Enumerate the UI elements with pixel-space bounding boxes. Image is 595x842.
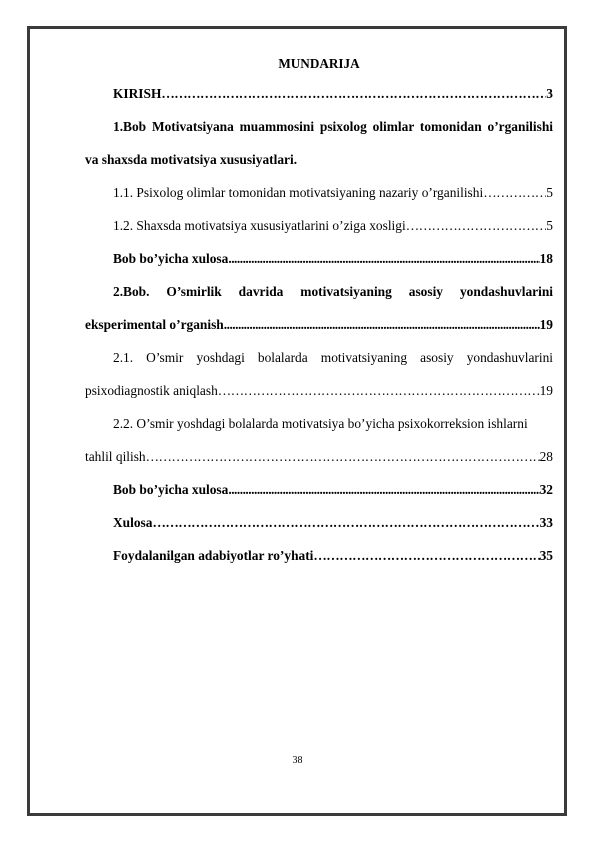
toc-entry-page: 35 bbox=[539, 548, 553, 563]
toc-entry-label-line1: 2.2. O’smir yoshdagi bolalarda motivatsiya bo’yicha psixokorreksion ishlarni bbox=[113, 416, 528, 431]
dot-leader bbox=[483, 184, 546, 202]
dot-leader bbox=[224, 316, 540, 334]
dot-leader bbox=[228, 250, 539, 268]
dot-leader bbox=[152, 514, 539, 532]
toc-title: MUNDARIJA bbox=[278, 56, 360, 71]
toc-entry-label: Bob bo’yicha xulosa bbox=[113, 482, 229, 497]
dot-leader bbox=[146, 448, 540, 466]
toc-entry-page: 5 bbox=[546, 218, 553, 233]
toc-entry-page: 19 bbox=[539, 317, 553, 332]
toc-entry-label: KIRISH bbox=[113, 86, 162, 101]
toc-entry-page: 32 bbox=[539, 482, 553, 497]
toc-entry-label-line2: va shaxsda motivatsiya xususiyatlari. bbox=[85, 152, 298, 167]
toc-entry-page: 33 bbox=[539, 515, 553, 530]
toc-entry-label-line2: eksperimental o’rganish bbox=[85, 317, 224, 332]
toc-entry-page: 18 bbox=[539, 251, 553, 266]
toc-entry-kirish bbox=[85, 85, 553, 103]
toc-entry-page: 19 bbox=[539, 383, 553, 398]
toc-entry-page: 3 bbox=[546, 86, 553, 101]
page-number: 38 bbox=[292, 755, 303, 766]
toc-entry-conclusion bbox=[85, 514, 553, 532]
toc-entry-label: Foydalanilgan adabiyotlar ro’yhati bbox=[113, 548, 314, 563]
dot-leader bbox=[313, 547, 539, 565]
toc-entry-references bbox=[85, 547, 553, 565]
dot-leader bbox=[218, 382, 540, 400]
toc-entry-label: 1.1. Psixolog olimlar tomonidan motivatsiyaning nazariy o’rganilishi bbox=[113, 185, 484, 200]
toc-entry-page: 5 bbox=[546, 185, 553, 200]
toc-entry-label: 1.2. Shaxsda motivatsiya xususiyatlarini o’ziga xosligi bbox=[113, 218, 406, 233]
toc-entry-label-line1: 1.Bob Motivatsiyana muammosini psixolog olimlar tomonidan o’rganilishi bbox=[113, 119, 553, 134]
toc-entry-label-line2: psixodiagnostik aniqlash bbox=[85, 383, 218, 398]
dot-leader bbox=[406, 217, 547, 235]
toc-entry-page: 28 bbox=[539, 449, 553, 464]
toc-entry-chapter-1-summary bbox=[85, 250, 553, 268]
toc-entry-chapter-2 bbox=[85, 283, 553, 334]
dot-leader bbox=[228, 481, 539, 499]
toc-entry-1-2 bbox=[85, 217, 553, 235]
toc-entry-label: Bob bo’yicha xulosa bbox=[113, 251, 229, 266]
toc-entry-2-1 bbox=[85, 349, 553, 400]
toc-entry-label: Xulosa bbox=[113, 515, 153, 530]
toc-entry-label-line1: 2.1. O’smir yoshdagi bolalarda motivatsiyaning asosiy yondashuvlarini bbox=[113, 350, 553, 365]
toc-entry-label-line2: tahlil qilish bbox=[85, 449, 146, 464]
toc-entry-chapter-1 bbox=[85, 118, 553, 169]
toc-entry-chapter-2-summary bbox=[85, 481, 553, 499]
dot-leader bbox=[161, 85, 546, 103]
toc-entry-label-line1: 2.Bob. O’smirlik davrida motivatsiyaning asosiy yondashuvlarini bbox=[113, 284, 553, 299]
toc-entry-1-1 bbox=[85, 184, 553, 202]
table-of-contents bbox=[85, 55, 553, 580]
toc-entry-2-2 bbox=[85, 415, 553, 466]
